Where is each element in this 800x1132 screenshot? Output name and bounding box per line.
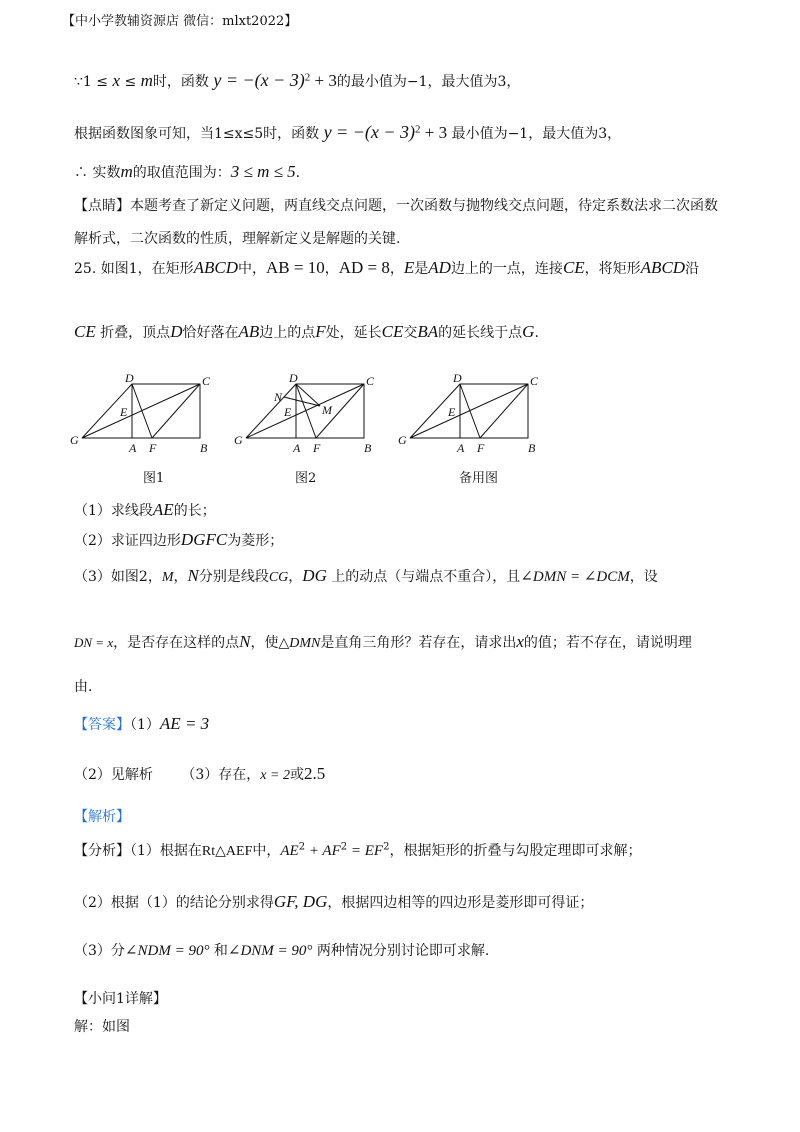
exponent: 2 xyxy=(415,123,421,136)
text: 或 xyxy=(289,767,304,783)
math-range: 3 ≤ m ≤ 5 xyxy=(230,162,296,181)
function-expression: y = −(x − 3) xyxy=(213,70,305,90)
text: 分别是线段 xyxy=(198,569,269,585)
answer-line-2 xyxy=(74,764,325,784)
math-var: AD xyxy=(428,258,451,277)
text: ≤ xyxy=(120,74,141,90)
math-term: = EF xyxy=(347,843,384,859)
math-var: x xyxy=(516,632,524,651)
math-eq: DN = x xyxy=(74,635,114,650)
analysis-label: 【解析】 xyxy=(74,809,130,825)
math-eq: AD = 8 xyxy=(338,258,390,277)
label-A: A xyxy=(293,441,301,455)
math-angle: ∠NDM = 90° xyxy=(124,943,210,959)
label-F: F xyxy=(477,441,485,455)
label-E: E xyxy=(284,405,292,419)
subquestion-1-heading: 【小问1详解】 xyxy=(74,991,167,1007)
math-triangle: Rt△AEF xyxy=(201,844,253,859)
text: 折叠，顶点 xyxy=(100,325,171,341)
label-G: G xyxy=(234,433,243,447)
text: ，根据矩形的折叠与勾股定理即可求解； xyxy=(389,843,642,859)
math-var: F xyxy=(315,322,326,341)
label-G: G xyxy=(398,433,407,447)
answer-label: 【答案】 xyxy=(74,717,130,733)
math-var: G xyxy=(522,322,535,341)
math-var: CG xyxy=(268,570,289,585)
text: 交 xyxy=(403,325,418,341)
text: ∴ 实数 xyxy=(74,165,121,181)
part-3-line-2 xyxy=(74,632,692,652)
text: ，使 xyxy=(250,635,279,651)
text: ，将矩形 xyxy=(584,261,641,277)
text: 两种情况分别讨论即可求解. xyxy=(316,943,490,959)
label-B: B xyxy=(364,441,372,455)
math-angle-equation: ∠DMN = ∠DCM xyxy=(520,569,630,585)
solution-line-2 xyxy=(74,122,621,143)
label-G: G xyxy=(70,433,79,447)
text: ， xyxy=(173,569,188,585)
math-value: 2.5 xyxy=(303,764,326,783)
math-var: DGFC xyxy=(180,530,228,549)
text: 的长； xyxy=(173,503,216,519)
analysis-line-2 xyxy=(74,892,593,912)
label-E: E xyxy=(120,405,128,419)
text: 上的动点（与端点不重合），且 xyxy=(331,569,521,585)
text: （2）求证四边形 xyxy=(74,533,181,549)
figure-1 xyxy=(68,370,218,464)
math-var: N xyxy=(239,632,251,651)
answer-line-1 xyxy=(74,714,209,734)
text: 和 xyxy=(213,943,228,959)
label-B: B xyxy=(528,441,536,455)
part-3-line-3: 由. xyxy=(74,679,93,695)
text: 最小值为−1，最大值为3， xyxy=(447,126,622,142)
label-M: M xyxy=(322,403,332,417)
text: （1） xyxy=(130,717,160,733)
label-D: D xyxy=(289,371,298,385)
text: （2）根据（1）的结论分别求得 xyxy=(74,895,274,911)
label-C: C xyxy=(366,374,375,388)
math-var: D xyxy=(170,322,183,341)
math-term: + 3 xyxy=(420,123,448,142)
text: 边上的点 xyxy=(259,325,316,341)
exponent: 2 xyxy=(383,841,390,853)
text: 中， xyxy=(238,261,267,277)
text: ∵1 ≤ xyxy=(74,74,113,90)
key-point-line-1: 【点睛】本题考查了新定义问题，两直线交点问题，一次函数与抛物线交点问题，待定系数法求二次函数 xyxy=(74,198,718,214)
text: （1）求线段 xyxy=(74,503,153,519)
text: ， xyxy=(389,261,404,277)
text: 恰好落在 xyxy=(182,325,239,341)
text: 处，延长 xyxy=(325,325,382,341)
math-var: m xyxy=(120,162,133,181)
math-term: + 3 xyxy=(310,71,337,90)
page-header: 【中小学教辅资源店 微信：mlxt2022】 xyxy=(62,14,298,29)
exponent: 2 xyxy=(340,841,348,853)
solution-line-1 xyxy=(74,70,520,91)
text: （2）见解析 xyxy=(74,767,153,783)
math-var: AE xyxy=(152,500,174,519)
label-E: E xyxy=(448,405,456,419)
text: 边上的一点，连接 xyxy=(450,261,563,277)
text: ，根据四边相等的四边形是菱形即可得证； xyxy=(327,895,594,911)
spare-figure xyxy=(396,370,546,464)
text: 25. 如图1，在矩形 xyxy=(74,261,194,277)
math-var: M xyxy=(161,570,174,585)
math-var: CE xyxy=(381,322,404,341)
math-eq: AE = 3 xyxy=(159,714,210,733)
label-F: F xyxy=(313,441,321,455)
label-A: A xyxy=(129,441,137,455)
math-var: x xyxy=(112,71,120,90)
part-2 xyxy=(74,530,283,550)
math-var: GF, DG xyxy=(273,892,328,911)
math-term: + AF xyxy=(305,843,341,859)
text: 的取值范围为： xyxy=(132,165,231,181)
question-25-line-1 xyxy=(74,258,699,278)
math-var: m xyxy=(140,71,153,90)
math-var: AB xyxy=(238,322,260,341)
text: ， xyxy=(288,569,303,585)
text: （3）分 xyxy=(74,943,125,959)
text: 为菱形； xyxy=(227,533,284,549)
question-25-line-2 xyxy=(74,322,539,342)
text: ， xyxy=(324,261,339,277)
part-1 xyxy=(74,500,216,520)
math-var: ABCD xyxy=(193,258,239,277)
label-N: N xyxy=(274,390,283,404)
label-B: B xyxy=(200,441,208,455)
label-D: D xyxy=(125,371,134,385)
text: 时，函数 xyxy=(152,74,209,90)
solution-line-3 xyxy=(74,162,300,182)
math-var: N xyxy=(187,566,199,585)
text: 的最小值为−1，最大值为3， xyxy=(336,74,521,90)
label-C: C xyxy=(202,374,211,388)
math-var: DG xyxy=(302,566,327,585)
figure-2 xyxy=(232,370,382,464)
text: 【分析】（1）根据在 xyxy=(74,843,202,859)
text: 的值；若不存在，请说明理 xyxy=(523,635,692,651)
exponent: 2 xyxy=(298,841,306,853)
text: 中， xyxy=(252,843,281,859)
text: 是直角三角形？若存在，请求出 xyxy=(320,635,517,651)
text: . xyxy=(534,325,539,341)
spare-figure-caption: 备用图 xyxy=(459,471,499,486)
part-3-line-1 xyxy=(74,566,658,586)
text: （3）存在， xyxy=(181,767,261,783)
text: 的延长线于点 xyxy=(438,325,523,341)
text: 沿 xyxy=(685,261,700,277)
analysis-line-1 xyxy=(74,840,641,860)
analysis-line-3 xyxy=(74,940,489,960)
label-A: A xyxy=(457,441,465,455)
text: ，设 xyxy=(629,569,658,585)
math-angle: ∠DNM = 90° xyxy=(227,943,313,959)
text: . xyxy=(295,165,301,181)
function-expression: y = −(x − 3) xyxy=(323,122,416,142)
exponent: 2 xyxy=(304,71,311,84)
figure-2-diagram xyxy=(232,370,382,460)
figure-1-caption: 图1 xyxy=(143,471,165,486)
math-eq: AB = 10 xyxy=(266,258,325,277)
label-D: D xyxy=(453,371,462,385)
math-var: CE xyxy=(74,322,96,341)
figure-1-diagram xyxy=(68,370,218,460)
math-var: CE xyxy=(562,258,585,277)
text: 根据函数图象可知，当1≤x≤5时，函数 xyxy=(74,126,320,142)
math-term: AE xyxy=(280,843,299,859)
solution-start: 解：如图 xyxy=(74,1019,130,1035)
math-var: E xyxy=(403,258,415,277)
label-C: C xyxy=(530,374,539,388)
text: 是 xyxy=(414,261,429,277)
label-F: F xyxy=(149,441,157,455)
math-var: ABCD xyxy=(640,258,686,277)
math-eq: x = 2 xyxy=(260,768,290,783)
math-var: △DMN xyxy=(278,636,321,651)
figure-2-caption: 图2 xyxy=(295,471,317,486)
text: （3）如图2， xyxy=(74,569,162,585)
math-var: BA xyxy=(417,322,439,341)
spare-figure-diagram xyxy=(396,370,546,460)
key-point-line-2: 解析式，二次函数的性质，理解新定义是解题的关键. xyxy=(74,231,401,247)
text: ，是否存在这样的点 xyxy=(113,635,240,651)
